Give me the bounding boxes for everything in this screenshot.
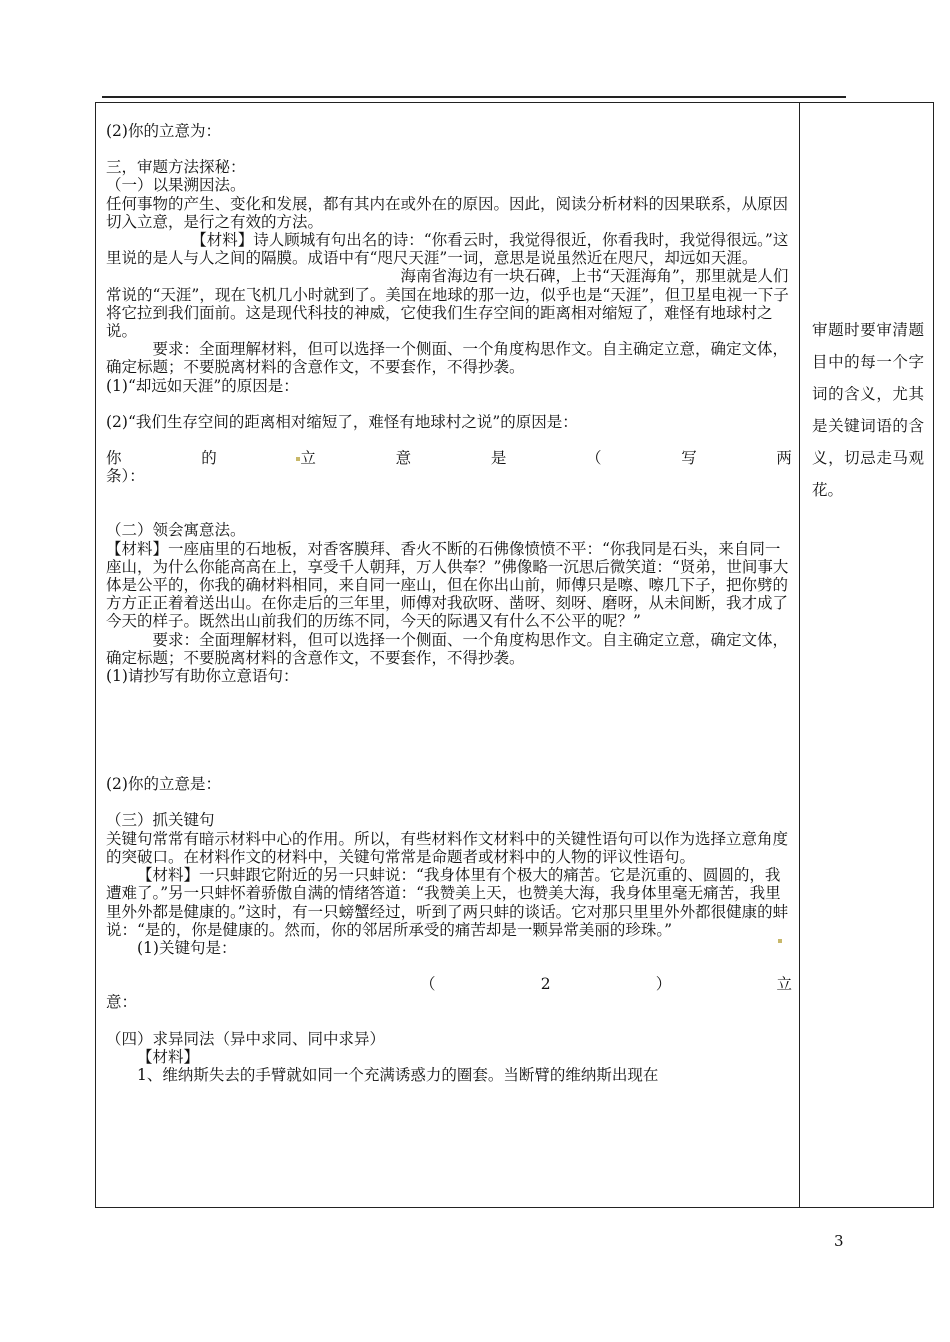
header-rule [102, 96, 846, 98]
spread-char: 写 [681, 449, 697, 468]
section-heading: 三，审题方法探秘： [106, 158, 246, 177]
spread-char: 立 [296, 449, 316, 467]
spread-line [106, 975, 792, 993]
spread-char: 是 [490, 449, 507, 468]
question-line: (2)“我们生存空间的距离相对缩短了，难怪有地球村之说”的原因是： [106, 412, 578, 431]
spread-char: 你 [106, 449, 122, 468]
spread-char: （ [586, 449, 602, 468]
prompt-line: (2)你的立意为： [106, 122, 221, 140]
method-heading: （四）求异同法（异中求同、同中求异） [106, 1029, 386, 1048]
spread-char: 意 [395, 449, 412, 468]
method-heading: （三）抓关键句 [106, 811, 215, 830]
material-paragraph: 【材料】诗人顾城有句出名的诗：“你看云时，我觉得很近，你看我时，我觉得很远。”这里说的是人与人之间的隔膜。成语中有“咫尺天涯”一词，意思是说虽然近在咫尺，却远如天涯。 [106, 231, 789, 268]
spread-line-tail: 意： [106, 993, 138, 1012]
spread-char: 立 [776, 975, 792, 994]
material-label: 【材料】 [137, 1047, 200, 1066]
spread-char: （ [420, 975, 436, 994]
spread-line [106, 449, 792, 467]
spread-char: ） [655, 975, 672, 994]
spread-line-tail: 条）： [106, 467, 145, 486]
requirement-paragraph: 要求：全面理解材料，但可以选择一个侧面、一个角度构思作文。自主确定立意，确定文体，确定标题；不要脱离材料的含意作文，不要套作，不得抄袭。 [106, 630, 789, 667]
material-paragraph: 【材料】一座庙里的石地板，对香客膜拜、香火不断的石佛像愤愤不平：“你我同是石头，来自同一座山，为什么你能高高在上，享受千人朝拜，万人供奉？”佛像略一沉思后微笑道：“贤弟，世间事大体是公平的，你我的确材料相同，来自同一座山，但在你出山前，师傅只是嚓、嚓几下子，把你劈的方方正正着着送出山。在你走后的三年里，师傅对我砍呀、凿呀、刻呀、磨呀，从未间断，我才成了今天的样子。既然出山前我们的历练不同，今天的际遇又有什么不公平的呢？” [106, 539, 789, 631]
requirement-paragraph: 要求：全面理解材料，但可以选择一个侧面、一个角度构思作文。自主确定立意，确定文体，确定标题；不要脱离材料的含意作文，不要套作，不得抄袭。 [106, 340, 789, 377]
spread-char: 2 [540, 975, 551, 994]
spread-char: 两 [776, 449, 792, 468]
question-line: (1)请抄写有助你立意语句： [106, 667, 299, 686]
column-divider [799, 102, 800, 1208]
mark-dot [778, 939, 782, 943]
page-number: 3 [834, 1232, 844, 1250]
paragraph: 1、维纳斯失去的手臂就如同一个充满诱惑力的圈套。当断臂的维纳斯出现在 [137, 1065, 659, 1084]
method-heading: （二）领会寓意法。 [106, 521, 246, 540]
paragraph: 关键句常常有暗示材料中心的作用。所以，有些材料作文材料中的关键性语句可以作为选择立意角度的突破口。在材料作文的材料中，关键句常常是命题者或材料中的人物的评议性语句。 [106, 829, 789, 866]
question-line: (2)你的立意是： [106, 775, 221, 794]
question-line: (1)关键句是： [106, 939, 792, 957]
question-line: (1)“却远如天涯”的原因是： [106, 376, 299, 395]
method-heading: （一）以果溯因法。 [106, 176, 246, 195]
paragraph: 任何事物的产生、变化和发展，都有其内在或外在的原因。因此，阅读分析材料的因果联系，从原因切入立意，是行之有效的方法。 [106, 194, 789, 231]
spread-char: 的 [201, 449, 217, 468]
material-paragraph: 【材料】一只蚌跟它附近的另一只蚌说：“我身体里有个极大的痛苦。它是沉重的、圆圆的，我遭难了。”另一只蚌怀着骄傲自满的情绪答道：“我赞美上天，也赞美大海，我身体里毫无痛苦，我里里外外都是健康的。”这时，有一只螃蟹经过，听到了两只蚌的谈话。它对那只里里外外都很健康的蚌说：“是的，你是健康的。然而，你的邻居所承受的痛苦却是一颗异常美丽的珍珠。” [106, 866, 789, 939]
main-column [106, 122, 792, 1084]
sidebar-note: 审题时要审清题目中的每一个字词的含义，尤其是关键词语的含义，切忌走马观花。 [812, 321, 924, 499]
material-paragraph: 海南省海边有一块石碑，上书“天涯海角”，那里就是人们常说的“天涯”，现在飞机几小时就到了。美国在地球的那一边，似乎也是“天涯”，但卫星电视一下子将它拉到我们面前。这是现代科技的神威，它使我们生存空间的距离相对缩短了，难怪有地球村之说。 [106, 267, 789, 341]
